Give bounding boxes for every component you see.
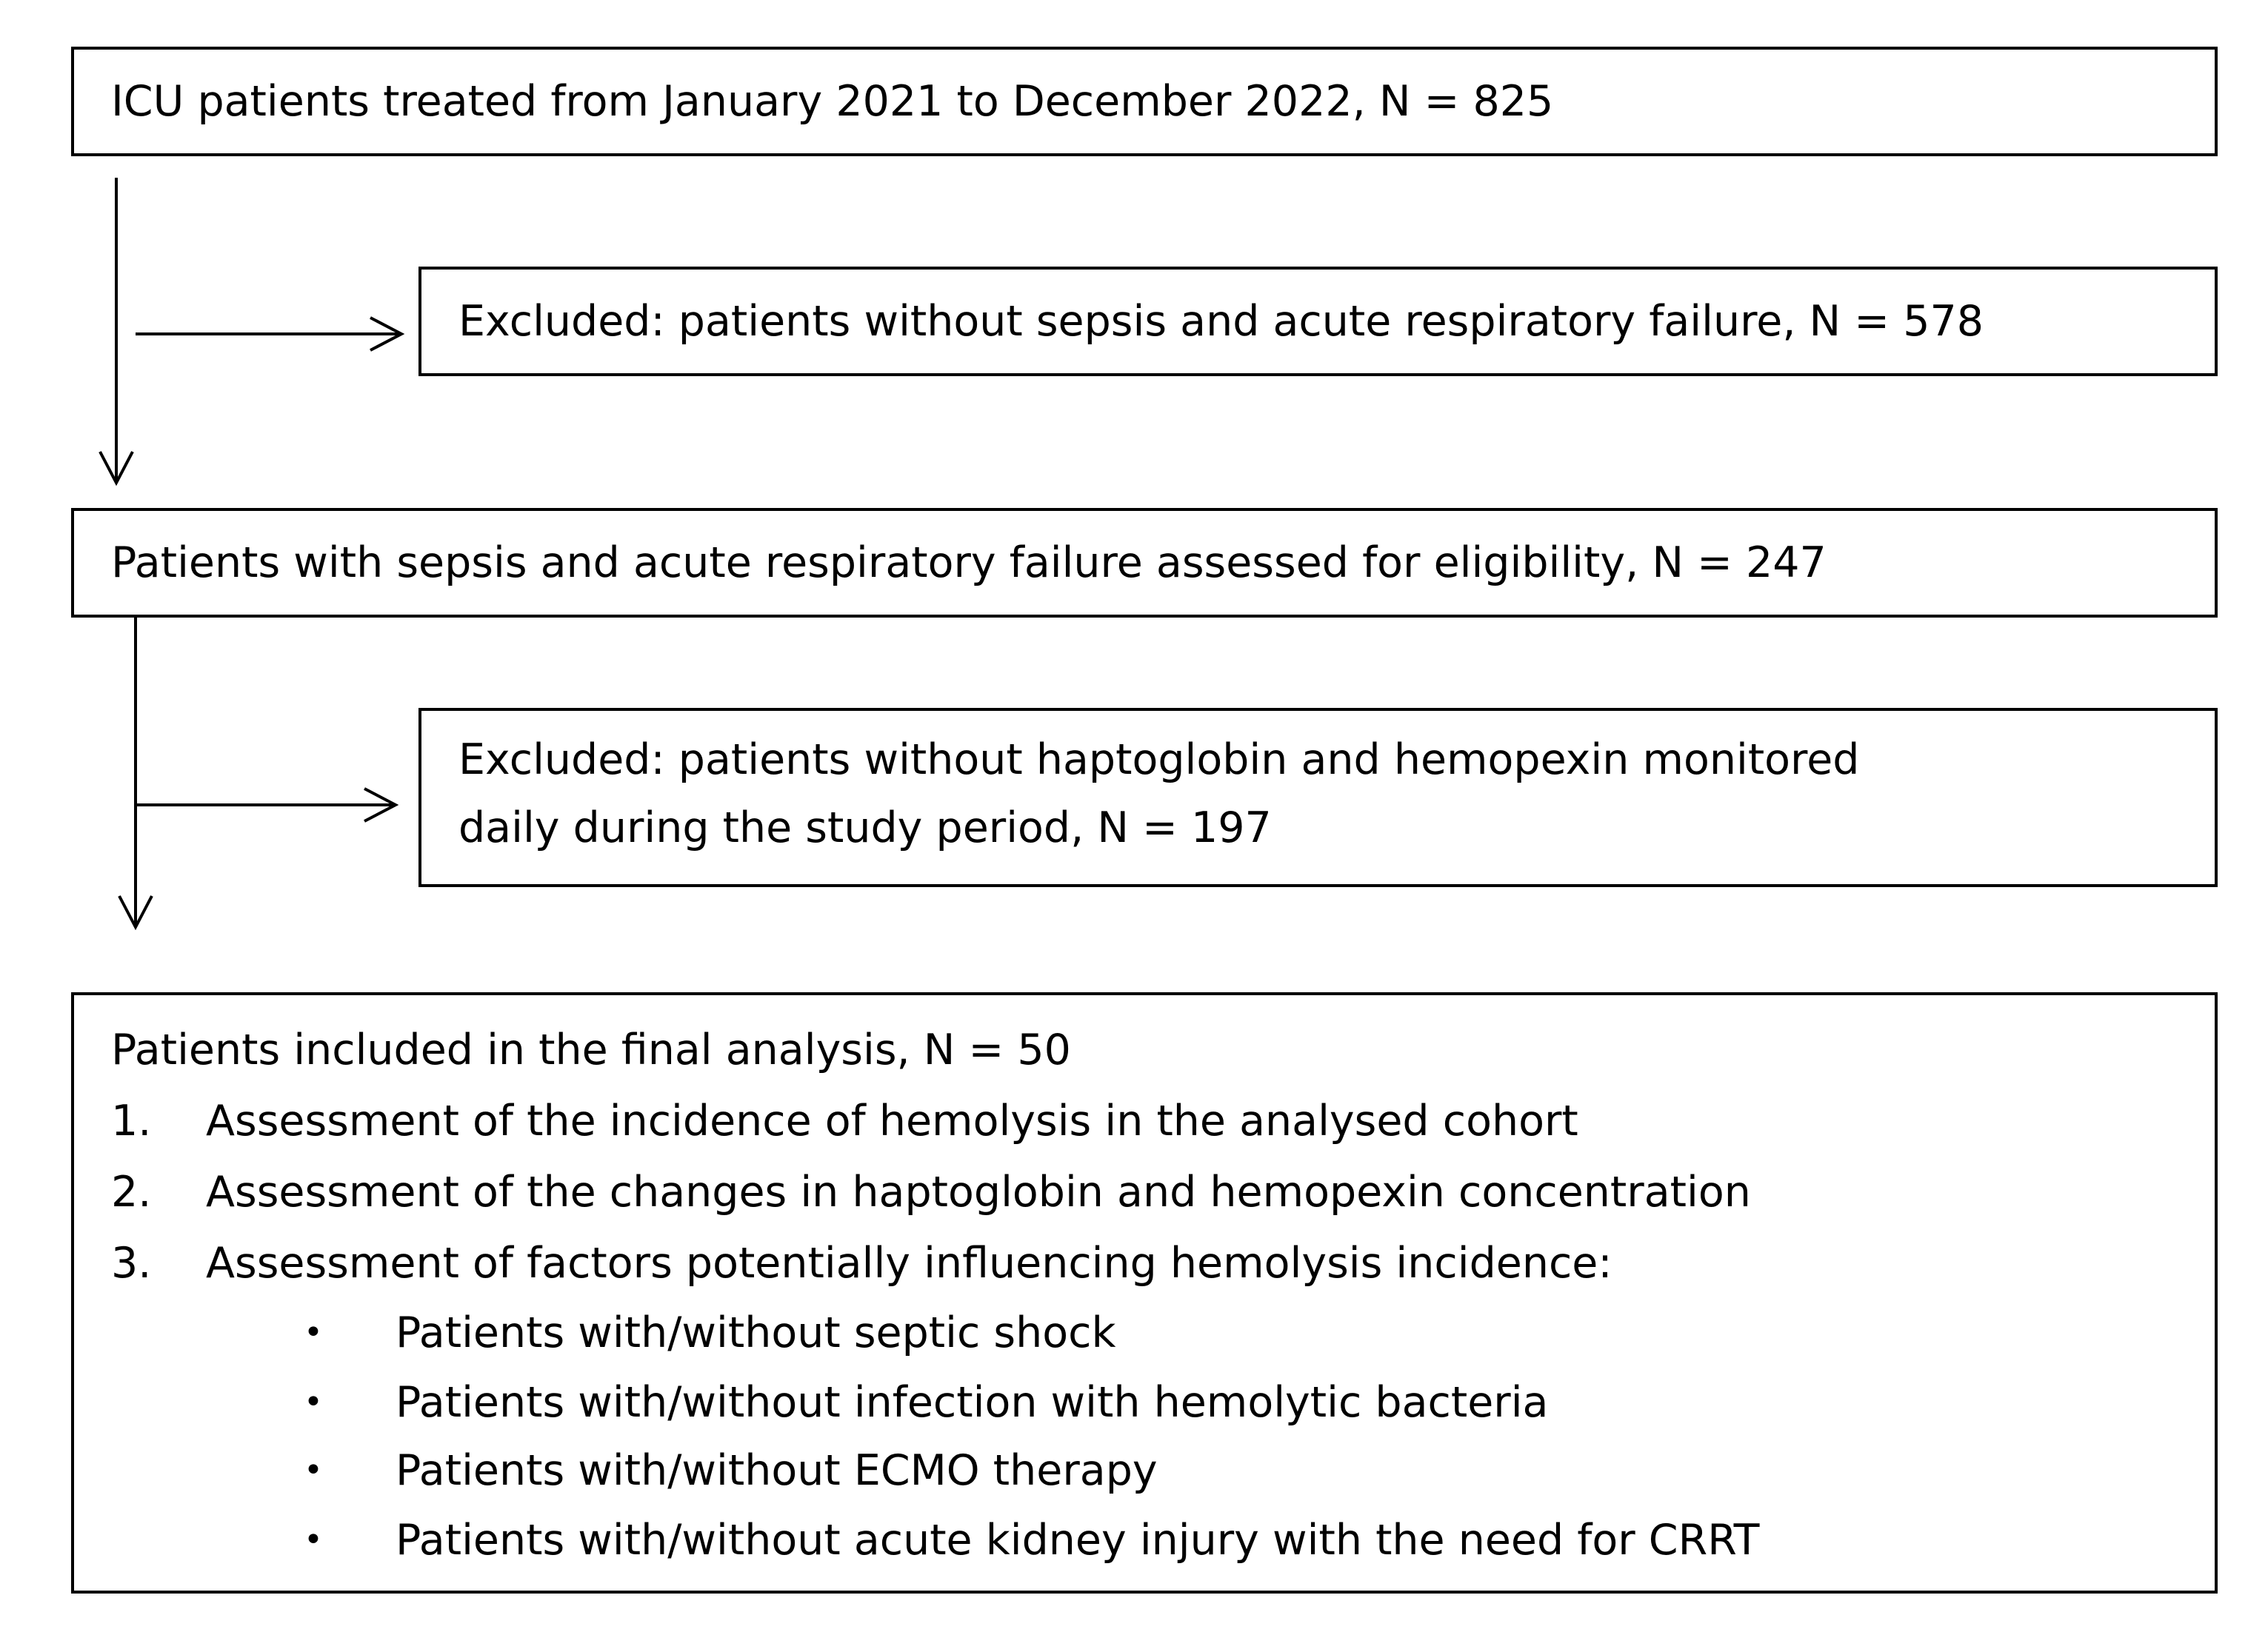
- eligibility-box: [71, 508, 2218, 618]
- bullet-icon: •: [304, 1521, 323, 1559]
- bullet-item-1-text: Patients with/without septic shock: [396, 1308, 1116, 1357]
- numbered-item-1-number: 1.: [111, 1097, 152, 1146]
- eligibility-text: Patients with sepsis and acute respiratory failure assessed for eligibility, N = 247: [111, 538, 1827, 587]
- numbered-item-2-number: 2.: [111, 1168, 152, 1217]
- exclusion-box-1: [418, 267, 2218, 376]
- initial-cohort-text: ICU patients treated from January 2021 to December 2022, N = 825: [111, 77, 1554, 126]
- exclusion-2-line-1: Excluded: patients without haptoglobin and hemopexin monitored: [458, 735, 1860, 784]
- numbered-item-1-text: Assessment of the incidence of hemolysis in the analysed cohort: [206, 1097, 1578, 1146]
- bullet-item-4-text: Patients with/without acute kidney injury with the need for CRRT: [396, 1516, 1760, 1565]
- exclusion-box-2: [418, 708, 2218, 887]
- numbered-item-3-text: Assessment of factors potentially influencing hemolysis incidence:: [206, 1239, 1612, 1288]
- final-analysis-box: [71, 992, 2218, 1594]
- initial-cohort-box: [71, 47, 2218, 156]
- bullet-icon: •: [304, 1383, 323, 1421]
- numbered-item-3-number: 3.: [111, 1239, 152, 1288]
- bullet-item-2-text: Patients with/without infection with hemolytic bacteria: [396, 1378, 1549, 1427]
- final-analysis-title: Patients included in the final analysis, N = 50: [111, 1026, 1071, 1074]
- exclusion-2-line-2: daily during the study period, N = 197: [458, 803, 1272, 852]
- bullet-icon: •: [304, 1451, 323, 1489]
- numbered-item-2-text: Assessment of the changes in haptoglobin and hemopexin concentration: [206, 1168, 1751, 1217]
- bullet-icon: •: [304, 1314, 323, 1351]
- bullet-item-3-text: Patients with/without ECMO therapy: [396, 1446, 1158, 1495]
- exclusion-1-text: Excluded: patients without sepsis and acute respiratory failure, N = 578: [458, 297, 1984, 346]
